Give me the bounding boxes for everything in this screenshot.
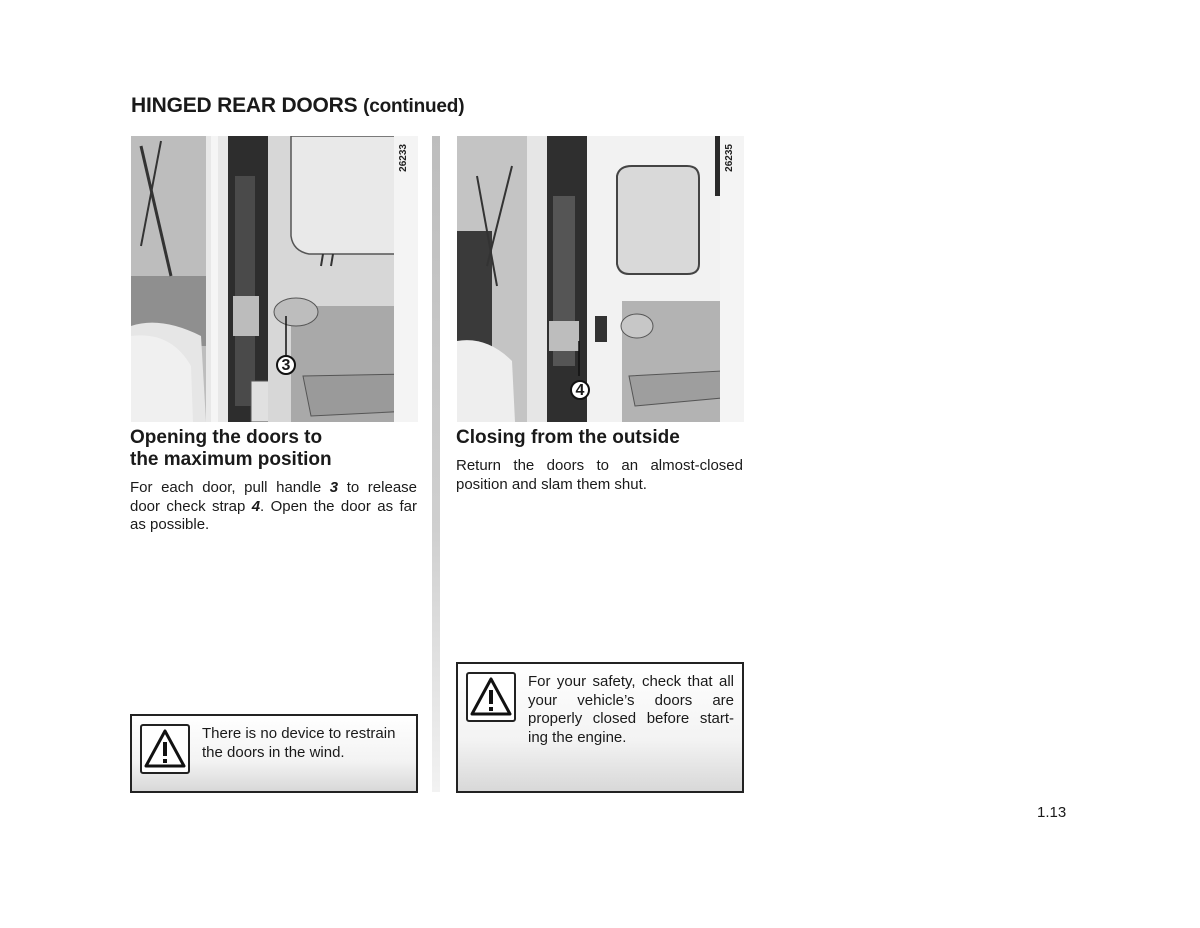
warning-text: There is no device to restrain the doors in the wind. — [202, 725, 396, 761]
figure-number: 26235 — [724, 144, 735, 172]
warning-triangle-icon — [466, 672, 516, 722]
section-heading-closing: Closing from the outside — [456, 427, 680, 448]
warning-text: For your safety, check that all your vehicle’s doors are properly closed before start-ing the engine. — [528, 673, 734, 746]
door-exterior-illustration — [457, 136, 744, 422]
figure-number-tag — [394, 136, 418, 422]
page-title-main: HINGED REAR DOORS — [131, 94, 358, 117]
body-text-part: to release door check strap — [130, 479, 418, 515]
figure-opening-door — [131, 136, 418, 422]
column-divider — [432, 136, 440, 792]
warning-box-safety — [456, 662, 744, 793]
callout-3: 3 — [276, 355, 296, 375]
page-title — [131, 94, 464, 118]
opening-instructions — [130, 479, 417, 535]
figure-number-tag — [720, 136, 744, 422]
warning-triangle-icon — [140, 724, 190, 774]
figure-closing-door — [457, 136, 744, 422]
body-text-part: For each door, pull handle — [130, 479, 330, 496]
heading-line-2: the maximum position — [130, 449, 332, 470]
page-title-suffix: (continued) — [363, 96, 465, 117]
strap-reference: 4 — [251, 497, 261, 515]
body-text-part: . Open the door as far as possible. — [130, 497, 417, 533]
door-interior-illustration — [131, 136, 418, 422]
heading-line-1: Opening the doors to — [130, 427, 323, 448]
figure-number: 26233 — [398, 144, 409, 172]
warning-box-wind — [130, 714, 418, 793]
section-heading-opening — [130, 427, 420, 471]
handle-reference: 3 — [329, 479, 339, 496]
callout-4: 4 — [570, 380, 590, 400]
closing-instructions: Return the doors to an almost-closed position and slam them shut. — [456, 457, 743, 493]
page-number: 1.13 — [1037, 804, 1067, 821]
